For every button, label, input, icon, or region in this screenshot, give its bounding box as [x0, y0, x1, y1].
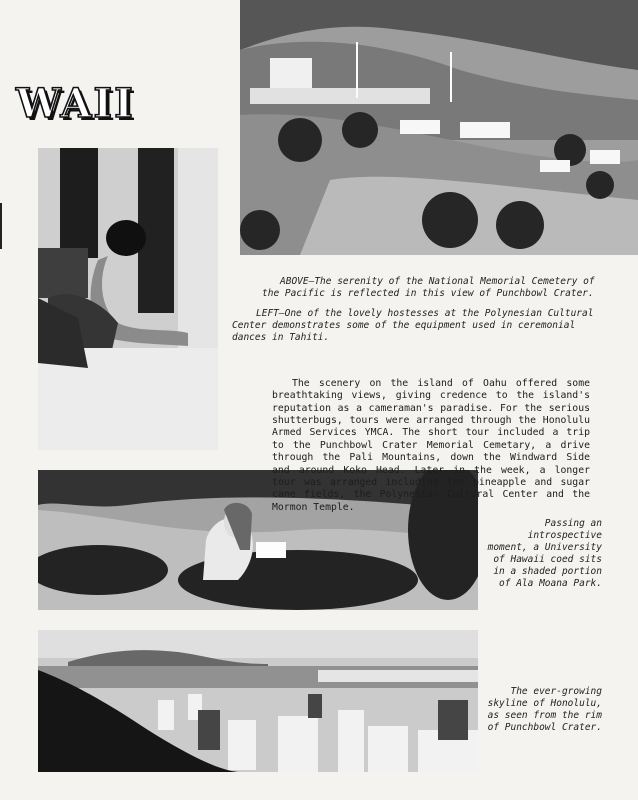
caption-left: LEFT—One of the lovely hostesses at the Polynesian Cultural Center demonstrates some of the equipment used in ceremonial dances in Tahiti.: [232, 307, 594, 343]
article-body: The scenery on the island of Oahu offered some breathtaking views, giving credence to the island's reputation as a cameraman's paradise. For the serious shutterbugs, tours were arranged through the Honolulu Armed Services YMCA. The short tour included a trip to the Punchbowl Crater Memorial Cemetary, a drive through the Pali Mountains, down the Windward Side and around Koko Head. Later in the week, a longer tour was arranged including the pineapple and sugar cane fields, the Polynesian Cultural Center and the Mormon Temple.: [272, 377, 590, 513]
hostess-photo: [38, 148, 218, 450]
skyline-photo: [38, 630, 478, 772]
caption-park: Passing an introspective moment, a University of Hawaii coed sits in a shaded portion of Ala Moana Park.: [487, 517, 602, 589]
margin-bracket: [0, 203, 5, 249]
page-title: WAII: [16, 80, 135, 127]
caption-skyline: The ever-growing skyline of Honolulu, as seen from the rim of Punchbowl Crater.: [487, 685, 602, 733]
caption-above: ABOVE—The serenity of the National Memorial Cemetery of the Pacific is reflected in this view of Punchbowl Crater.: [262, 275, 595, 299]
cemetery-photo: [240, 0, 638, 255]
